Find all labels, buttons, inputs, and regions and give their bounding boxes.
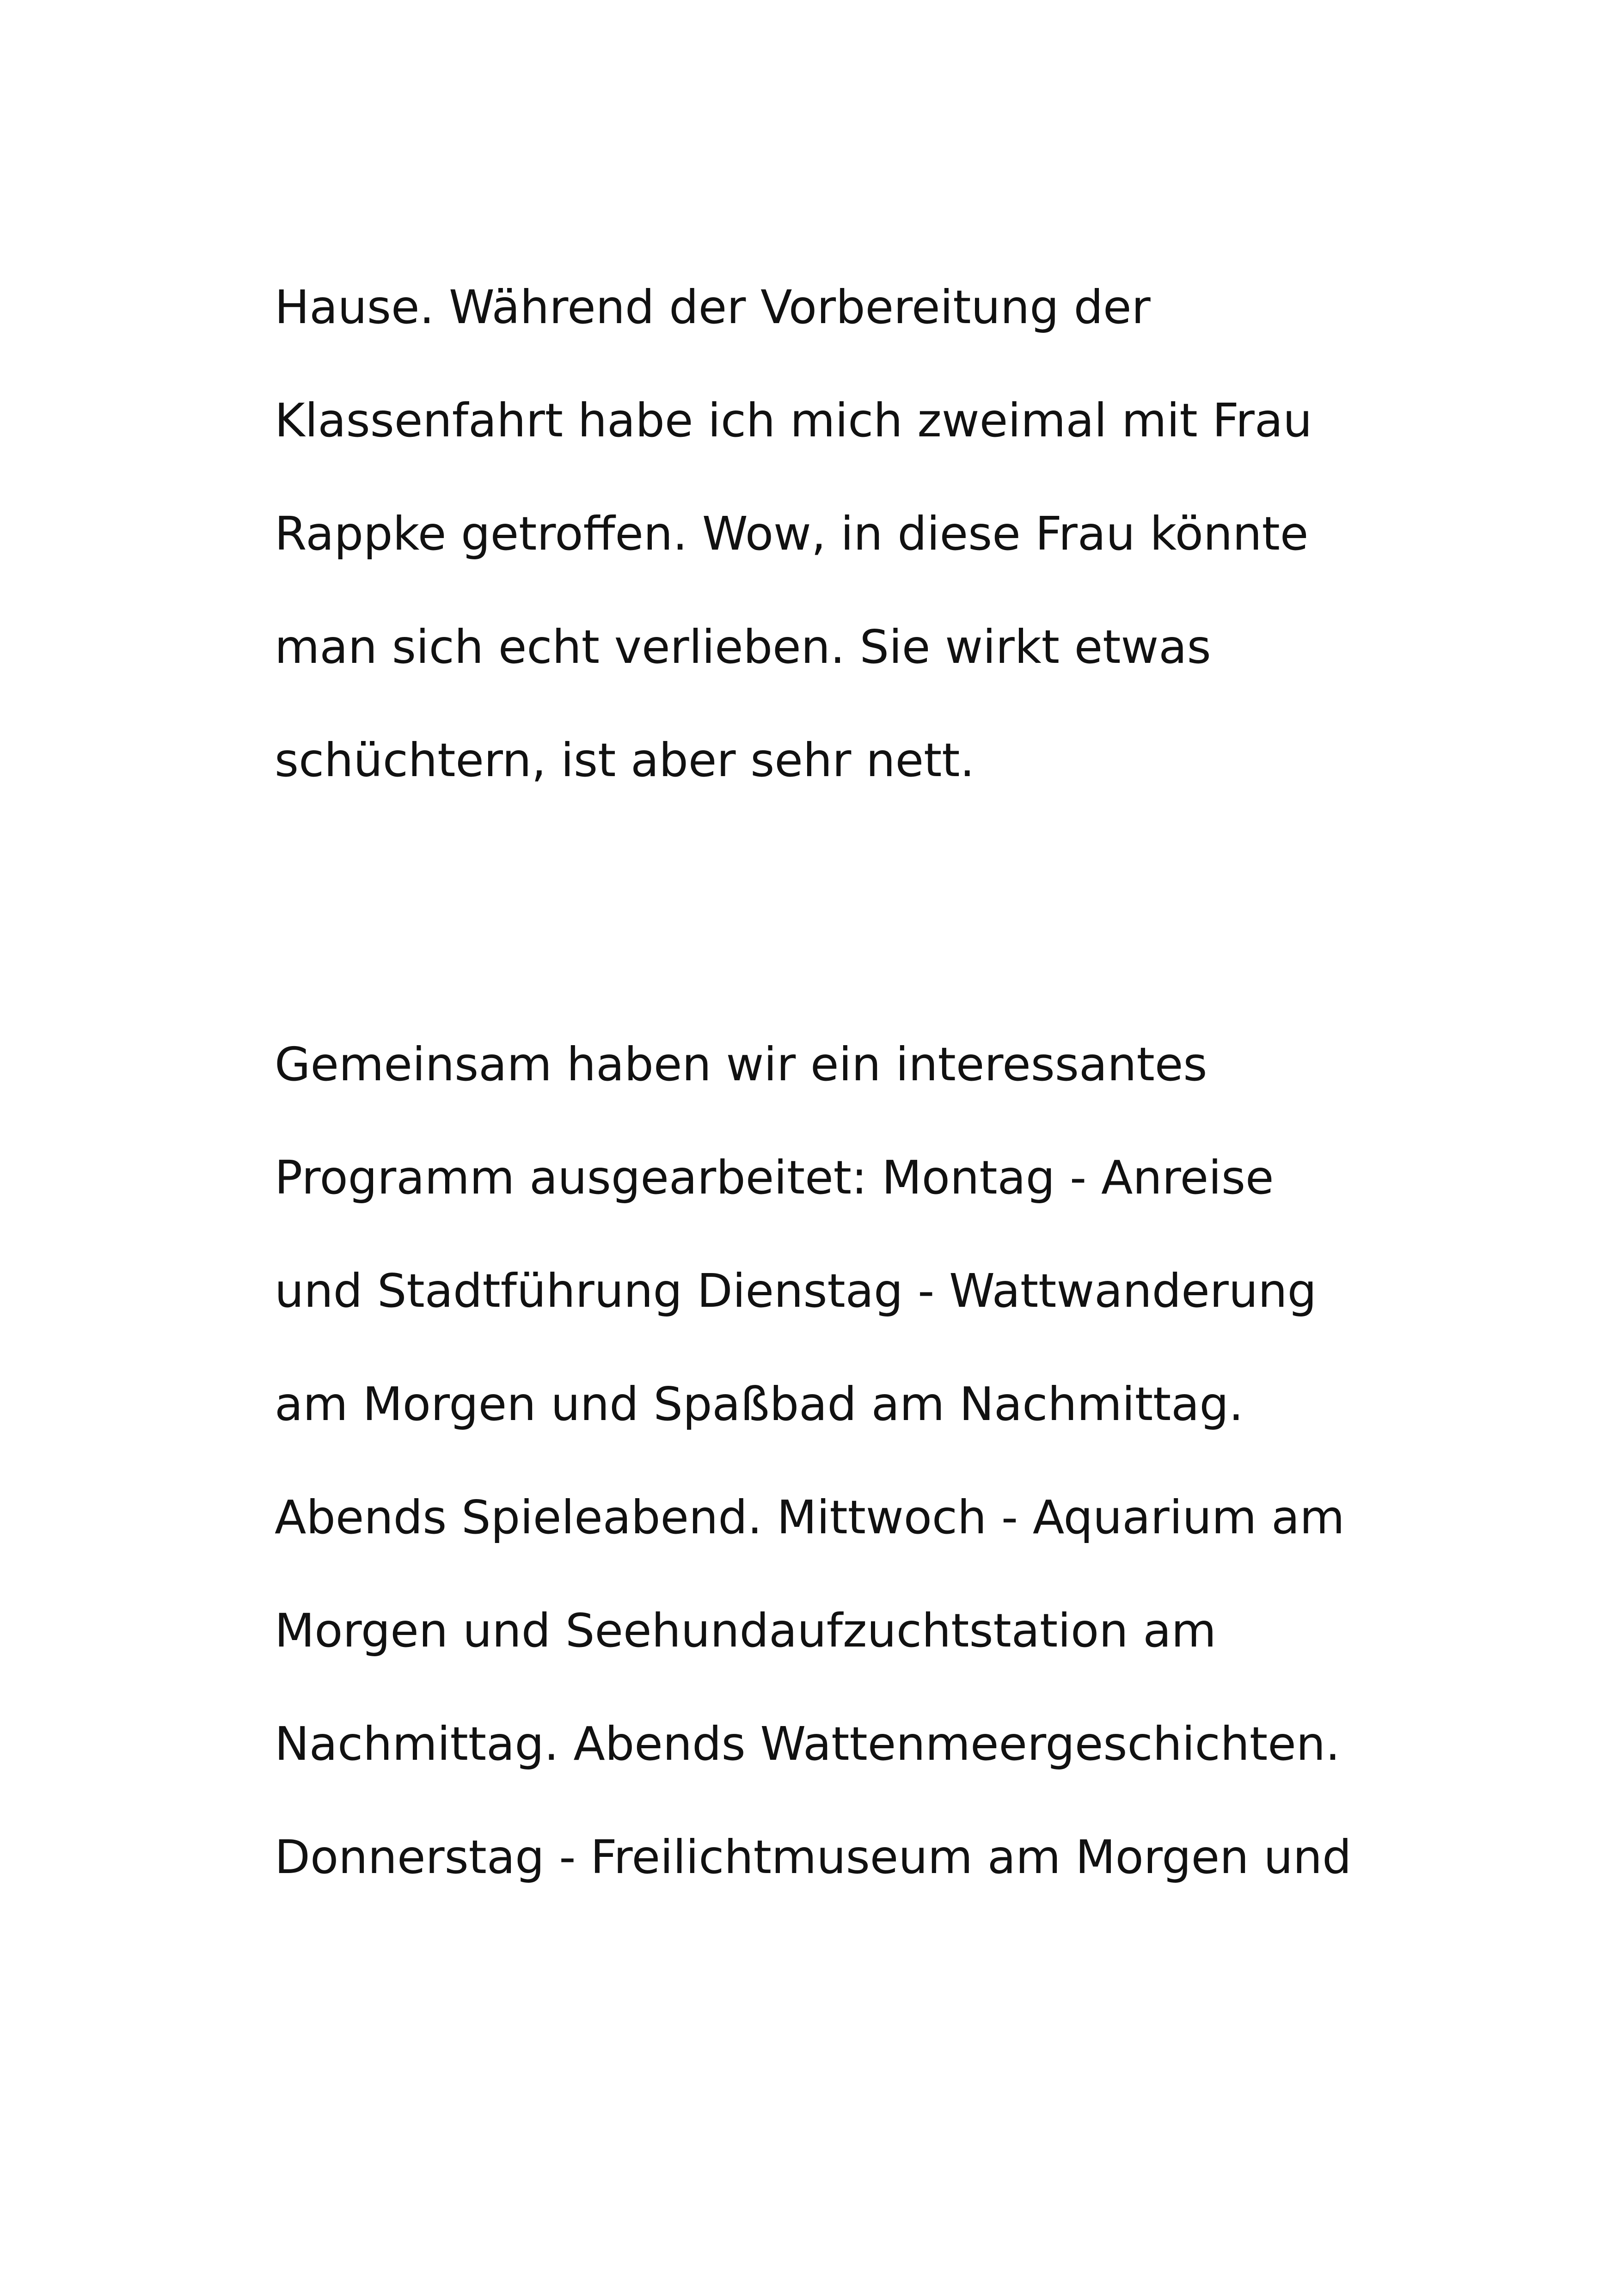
text-line: schüchtern, ist aber sehr nett.: [275, 733, 975, 787]
text-line: Klassenfahrt habe ich mich zweimal mit Frau: [275, 393, 1312, 447]
text-line: und Stadtführung Dienstag - Wattwanderung: [275, 1264, 1317, 1318]
text-line: am Morgen und Spaßbad am Nachmittag.: [275, 1377, 1244, 1431]
text-line: man sich echt verlieben. Sie wirkt etwas: [275, 620, 1211, 674]
text-line: Donnerstag - Freilichtmuseum am Morgen und: [275, 1830, 1352, 1884]
text-line: Rappke getroffen. Wow, in diese Frau könnte: [275, 507, 1309, 561]
text-line: Hause. Während der Vorbereitung der: [275, 280, 1151, 334]
text-line: Nachmittag. Abends Wattenmeergeschichten.: [275, 1717, 1340, 1771]
text-line: Gemeinsam haben wir ein interessantes: [275, 1037, 1207, 1091]
text-line: Programm ausgearbeitet: Montag - Anreise: [275, 1151, 1274, 1205]
text-line: Abends Spieleabend. Mittwoch - Aquarium am: [275, 1490, 1345, 1544]
text-line: Morgen und Seehundaufzuchtstation am: [275, 1604, 1217, 1658]
